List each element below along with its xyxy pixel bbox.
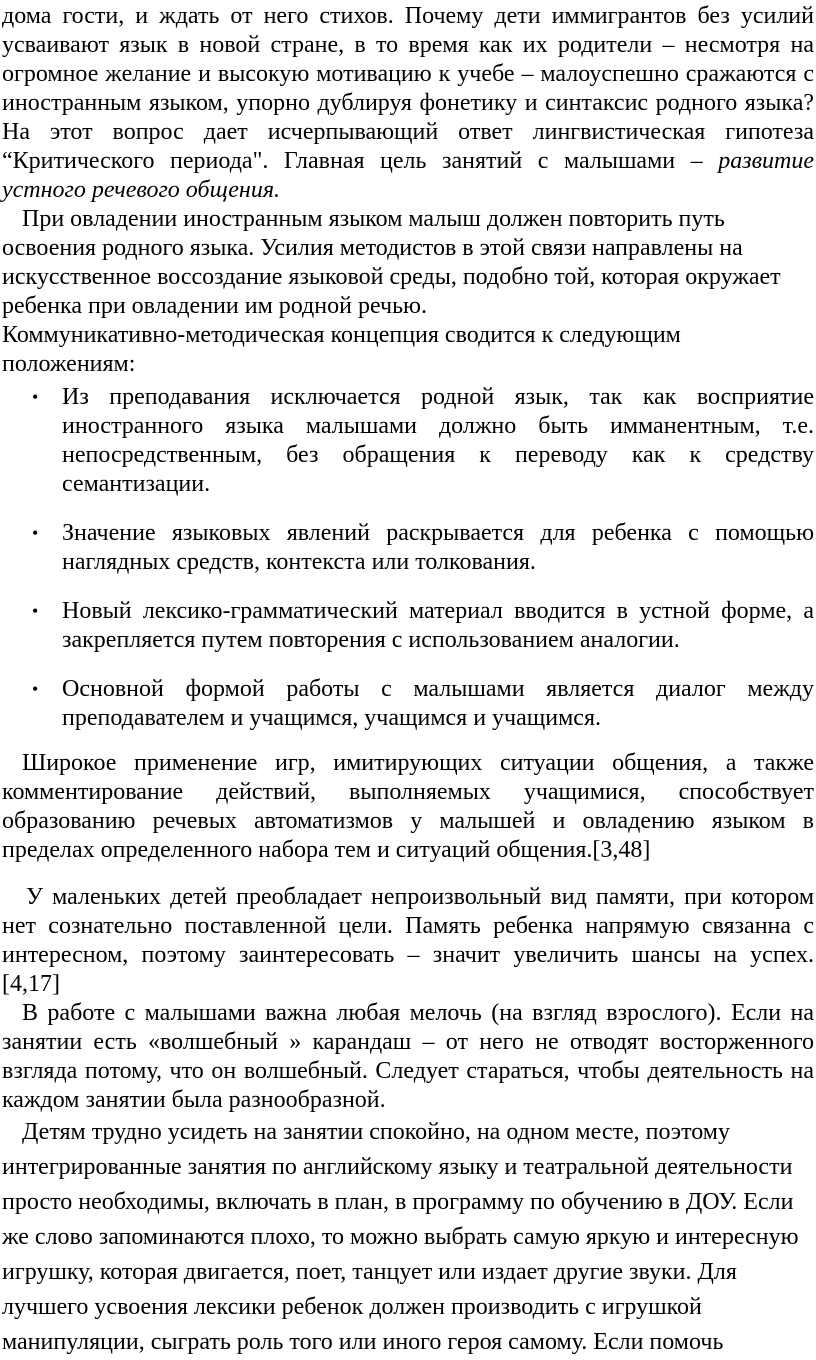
paragraph-native-language: При овладении иностранным языком малыш должен повторить путь освоения родного языка. Усилия методистов в этой связи направлены на искусственное воссоздание языковой среды, подобно той, которая окружает ребенка при овладении им родной речью. xyxy=(2,206,781,319)
list-item xyxy=(2,597,814,655)
paragraph-intro-text: дома гости, и ждать от него стихов. Почему дети иммигрантов без усилий усваивают язык в новой стране, в то время как их родители – несмотря на огромное желание и высокую мотивацию к учебе – малоуспешно сражаются с иностранным языком, упорно дублируя фонетику и синтаксис родного языка? На этот вопрос дает исчерпывающий ответ лингвистическая гипотеза “Критического периода". Главная цель занятий с малышами – xyxy=(2,3,814,174)
list-item xyxy=(2,675,814,733)
list-item-text: Основной формой работы с малышами является диалог между преподавателем и учащимся, учащимся и учащимся. xyxy=(62,676,814,731)
list-item-text: Из преподавания исключается родной язык, так как восприятие иностранного языка малышами должно быть имманентным, т.е. непосредственным, без обращения к переводу как к средству семантизации. xyxy=(62,384,814,497)
paragraph-intro xyxy=(2,2,814,205)
list-item-text: Новый лексико-грамматический материал вводится в устной форме, а закрепляется путем повторения с использованием аналогии. xyxy=(62,598,814,653)
principles-list xyxy=(2,383,814,733)
paragraph-integrated-lessons: Детям трудно усидеть на занятии спокойно, на одном месте, поэтому интегрированные занятия по английскому языку и театральной деятельности просто необходимы, включать в план, в программу по обучению в ДОУ. Если же слово запоминаются плохо, то можно выбрать самую яркую и интересную игрушку, которая двигается, поет, танцует или издает другие звуки. Для лучшего усвоения лексики ребенок должен производить с игрушкой манипуляции, сыграть роль того или иного героя самому. Если помочь xyxy=(2,1119,799,1355)
list-item xyxy=(2,519,814,577)
list-item xyxy=(2,383,814,499)
bullet-icon: • xyxy=(32,601,39,621)
list-item-text: Значение языковых явлений раскрывается для ребенка с помощью наглядных средств, контекста или толкования. xyxy=(62,520,814,575)
paragraph-intro-emphasis: развитие устного речевого общения. xyxy=(2,148,814,203)
paragraph-games: Широкое применение игр, имитирующих ситуации общения, а также комментирование действий, выполняемых учащимися, способствует образованию речевых автоматизмов у малышей и овладению языком в пределах определенного набора тем и ситуаций общения.[3,48] xyxy=(2,750,814,863)
bullet-icon: • xyxy=(32,387,39,407)
bullet-icon: • xyxy=(32,523,39,543)
bullet-icon: • xyxy=(32,679,39,699)
paragraph-details: В работе с малышами важна любая мелочь (на взгляд взрослого). Если на занятии есть «волшебный » карандаш – от него не отводят восторженного взгляда потому, что он волшебный. Следует стараться, чтобы деятельность на каждом занятии была разнообразной. xyxy=(2,1000,814,1113)
paragraph-memory: У маленьких детей преобладает непроизвольный вид памяти, при котором нет сознательно поставленной цели. Память ребенка напрямую связанна с интересном, поэтому заинтересовать – значит увеличить шансы на успех.[4,17] xyxy=(2,884,814,997)
paragraph-concept: Коммуникативно-методическая концепция сводится к следующим положениям: xyxy=(2,322,681,377)
